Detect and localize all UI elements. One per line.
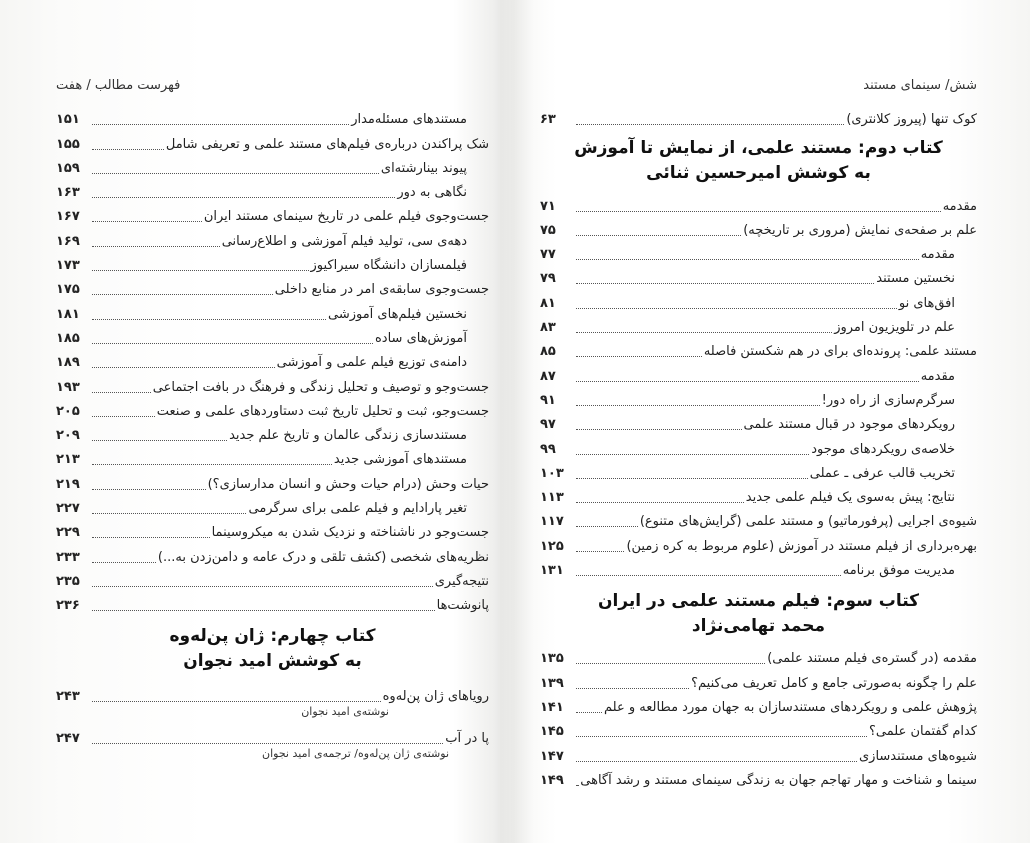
toc-entry[interactable] [56,104,489,128]
toc-entry-title: مقدمه [920,368,955,384]
running-header [56,78,489,93]
toc-entry-title: خلاصه‌ی رویکردهای موجود [811,441,955,457]
toc-entry[interactable] [56,298,489,322]
toc-entry-title: تغیر پارادایم و فیلم علمی برای سرگرمی [248,501,467,517]
leader-dots [92,342,373,344]
toc-entry-page: ۱۴۵ [540,724,564,740]
toc-entry-page: ۷۱ [540,198,556,214]
toc-entry[interactable] [540,190,977,214]
toc-entry[interactable] [56,371,489,395]
toc-entry-page: ۸۱ [540,295,556,311]
toc-entry-page: ۱۰۳ [540,465,564,481]
toc-entry[interactable] [540,433,977,457]
toc-entry-page: ۱۱۷ [540,514,564,530]
toc-entry[interactable] [540,667,977,691]
toc-entry-page: ۱۳۵ [540,651,564,667]
leader-dots [576,331,832,333]
leader-dots [92,439,227,441]
toc-entry-page: ۹۱ [540,392,556,408]
toc-entry-title: مستندهای مسئله‌مدار [351,112,467,128]
toc-entry-page: ۸۵ [540,344,556,360]
toc-entry[interactable] [540,360,977,384]
leader-dots [576,784,578,786]
toc-entry-page: ۲۰۹ [56,428,80,444]
toc-entry-page: ۱۶۹ [56,233,80,249]
toc-entry-title: رویکردهای موجود در قبال مستند علمی [743,417,955,433]
toc-entry[interactable] [540,409,977,433]
toc-entry-title: نخستین فیلم‌های آموزشی [328,306,467,322]
toc-entry-page: ۸۷ [540,368,556,384]
entry-byline: نوشته‌ی ژان پن‌له‌وه/ ترجمه‌ی امید نجوان [262,746,449,760]
toc-entry-page: ۱۴۱ [540,699,564,715]
toc-entry-title: نخستین مستند [876,271,955,287]
toc-entry[interactable] [56,323,489,347]
toc-entry[interactable] [56,274,489,298]
toc-entry-title: علم بر صفحه‌ی نمایش (مروری بر تاریخچه) [743,222,977,238]
leader-dots [576,380,919,382]
toc-entry-page: ۱۳۹ [540,675,564,691]
left-header-text: فهرست مطالب / هفت [56,78,181,93]
leader-dots [92,391,151,393]
toc-entry-page: ۱۴۹ [540,772,564,788]
toc-entry-title: شک پراکندن درباره‌ی فیلم‌های مستند علمی و تعریفی شامل [165,136,489,152]
toc-entry-page: ۲۴۷ [56,730,80,746]
right-header-text: شش/ سینمای مستند [863,78,977,93]
leader-dots [576,282,874,284]
book3-author: محمد تهامی‌نژاد [691,616,826,637]
toc-entry[interactable] [540,458,977,482]
toc-entry-title: مدیریت موفق برنامه [842,563,955,579]
leader-dots [576,550,624,552]
toc-entry-page: ۲۳۶ [56,598,80,614]
toc-entry[interactable] [56,468,489,492]
book4-editor: به کوشش امید نجوان [183,651,362,672]
right-toc [540,104,977,789]
toc-entry-title: علم در تلویزیون امروز [834,320,955,336]
toc-entry-title: کدام گفتمان علمی؟ [869,724,977,740]
toc-entry-title: پژوهش علمی و رویکردهای مستندسازان به جهان مورد مطالعه و علم [604,699,977,715]
toc-entry-title: بهره‌برداری از فیلم مستند در آموزش (علوم مربوط به کره زمین) [626,538,977,554]
toc-entry[interactable] [540,482,977,506]
toc-entry[interactable] [56,177,489,201]
leader-dots [92,196,395,198]
leader-dots [92,415,155,417]
toc-entry-page: ۲۳۵ [56,573,80,589]
toc-entry[interactable] [540,385,977,409]
left-toc [56,104,489,761]
leader-dots [576,711,602,713]
leader-dots [576,501,744,503]
toc-entry-page: ۱۸۵ [56,330,80,346]
leader-dots [576,210,941,212]
leader-dots [576,662,765,664]
toc-entry-page: ۱۲۵ [540,538,564,554]
toc-entry-title: جست‌وجو و توصیف و تحلیل زندگی و فرهنگ در بافت اجتماعی [152,379,489,395]
toc-entry-page: ۲۲۹ [56,525,80,541]
toc-entry-page: ۲۲۷ [56,501,80,517]
toc-entry-title: پانوشت‌ها [436,598,489,614]
leader-dots [92,123,349,125]
book4-title: کتاب چهارم: ژان پن‌له‌وه [169,626,376,647]
toc-entry[interactable] [56,420,489,444]
toc-entry[interactable] [540,643,977,667]
leader-dots [92,172,379,174]
toc-entry-title: فیلمسازان دانشگاه سیراکیوز [310,258,467,274]
toc-entry[interactable] [540,215,977,239]
leader-dots [92,585,433,587]
leader-dots [92,245,220,247]
toc-entry[interactable] [56,723,489,747]
right-page [540,0,977,843]
toc-entry-title: شیوه‌ی اجرایی (پرفورماتیو) و مستند علمی (گرایش‌های متنوع) [639,514,977,530]
toc-entry-page: ۶۳ [540,112,556,128]
leader-dots [576,453,809,455]
leader-dots [92,700,381,702]
toc-entry-title: شیوه‌های مستندسازی [858,748,977,764]
toc-entry-page: ۱۷۳ [56,258,80,274]
toc-entry[interactable] [56,444,489,468]
toc-entry-title: جست‌وجو در ناشناخته و نزدیک شدن به میکروسینما [211,525,489,541]
toc-entry-title: جست‌وجوی سابقه‌ی امر در منابع داخلی [274,282,489,298]
toc-entry[interactable] [540,336,977,360]
leader-dots [92,561,156,563]
toc-entry-title: مقدمه [920,247,955,263]
book2-toc-entries [540,190,977,579]
leader-dots [92,512,246,514]
toc-entry-page: ۸۳ [540,320,556,336]
toc-entry-title: جست‌وجو، ثبت و تحلیل تاریخ ثبت دستاوردهای علمی و صنعت [156,403,489,419]
left-page [56,0,489,843]
leader-dots [576,258,919,260]
toc-entry-page: ۷۹ [540,271,556,287]
toc-entry-page: ۹۹ [540,441,556,457]
book3-toc-entries [540,643,977,789]
toc-entry-title: مقدمه [942,198,977,214]
toc-entry-title: مقدمه (در گستره‌ی فیلم مستند علمی) [767,651,977,667]
toc-entry-title: پیوند بینارشته‌ای [380,160,467,176]
toc-entry-title: کوک تنها (پیروز کلانتری) [846,112,977,128]
toc-entry[interactable] [56,153,489,177]
toc-entry-page: ۱۴۷ [540,748,564,764]
toc-entry-title: نتیجه‌گیری [434,573,489,589]
toc-entry[interactable] [56,250,489,274]
toc-entry-page: ۲۳۳ [56,549,80,565]
toc-entry[interactable] [56,347,489,371]
toc-entry-title: نگاهی به دور [397,185,467,201]
toc-entry-title: دهه‌ی سی، تولید فیلم آموزشی و اطلاع‌رسانی [221,233,467,249]
toc-entry-page: ۷۷ [540,247,556,263]
leader-dots [576,428,742,430]
toc-entry-page: ۱۸۹ [56,355,80,371]
toc-entry-title: مستندسازی زندگی عالمان و تاریخ علم جدید [229,428,467,444]
leader-dots [576,404,820,406]
toc-entry-page: ۲۱۹ [56,476,80,492]
leader-dots [576,760,857,762]
toc-entry-title: پا در آب [445,730,489,746]
toc-entry-page: ۲۱۳ [56,452,80,468]
toc-entry[interactable] [540,263,977,287]
toc-entry[interactable] [56,680,489,704]
toc-entry[interactable] [56,396,489,420]
left-toc-entries [56,104,489,614]
toc-entry-title: مستند علمی: پرونده‌ای برای در هم شکستن فاصله [703,344,977,360]
toc-entry[interactable] [56,201,489,225]
toc-entry[interactable] [56,225,489,249]
leader-dots [92,366,275,368]
toc-entry-title: علم را چگونه به‌صورتی جامع و کامل تعریف می‌کنیم؟ [691,675,977,691]
toc-entry-page: ۷۵ [540,222,556,238]
toc-entry[interactable] [540,312,977,336]
leader-dots [576,307,897,309]
leader-dots [92,488,206,490]
toc-entry-title: نظریه‌های شخصی (کشف تلقی و درک عامه و دامن‌زدن به...) [157,549,489,565]
toc-entry-page: ۱۳۱ [540,563,564,579]
toc-entry-page: ۱۸۱ [56,306,80,322]
toc-entry[interactable] [56,566,489,590]
entry-byline: نوشته‌ی امید نجوان [301,704,389,718]
leader-dots [92,148,164,150]
toc-entry-page: ۱۶۳ [56,185,80,201]
toc-entry-title: رویاهای ژان پن‌له‌وه [382,688,489,704]
toc-entry[interactable] [540,530,977,554]
toc-entry[interactable] [56,493,489,517]
toc-entry-title: حیات وحش (درام حیات وحش و انسان مدارسازی؟) [207,476,489,492]
toc-entry-page: ۱۵۹ [56,160,80,176]
toc-entry-title: نتایج: پیش به‌سوی یک فیلم علمی جدید [745,490,955,506]
toc-entry-page: ۱۱۳ [540,490,564,506]
book2-heading [540,136,977,186]
toc-entry-page: ۱۶۷ [56,209,80,225]
toc-entry[interactable] [540,765,977,789]
leader-dots [576,123,844,125]
leader-dots [92,318,326,320]
book3-heading [540,589,977,639]
toc-entry-page: ۱۵۱ [56,112,80,128]
leader-dots [92,269,309,271]
leader-dots [576,687,689,689]
leader-dots [576,234,741,236]
toc-entry-page: ۹۷ [540,417,556,433]
toc-entry[interactable] [56,128,489,152]
book2-title: کتاب دوم: مستند علمی، از نمایش تا آموزش [574,138,943,159]
running-header [540,78,977,93]
toc-entry[interactable] [56,517,489,541]
leader-dots [576,735,867,737]
page-gutter [494,0,534,843]
leader-dots [92,609,435,611]
book3-title: کتاب سوم: فیلم مستند علمی در ایران [597,591,920,612]
leader-dots [92,742,443,744]
book2-editor: به کوشش امیرحسین ثنائی [646,163,871,184]
toc-entry-title: دامنه‌ی توزیع فیلم علمی و آموزشی [276,355,467,371]
toc-entry[interactable] [56,590,489,614]
toc-entry[interactable] [540,716,977,740]
toc-entry-page: ۱۵۵ [56,136,80,152]
leader-dots [576,355,702,357]
toc-entry-title: آموزش‌های ساده [374,330,467,346]
toc-entry-page: ۱۷۵ [56,282,80,298]
toc-entry[interactable] [540,740,977,764]
toc-entry[interactable] [540,239,977,263]
toc-entry-title: تخریب قالب عرفی ـ عملی [809,465,955,481]
toc-entry-title: جست‌وجوی فیلم علمی در تاریخ سینمای مستند ایران [203,209,489,225]
toc-entry-title: سرگرم‌سازی از راه دور! [821,392,955,408]
leader-dots [92,463,332,465]
toc-entry[interactable] [540,692,977,716]
leader-dots [92,220,202,222]
toc-entry-page: ۱۹۳ [56,379,80,395]
toc-entry[interactable] [540,506,977,530]
leader-dots [92,536,210,538]
leader-dots [576,525,638,527]
toc-entry-title: سینما و شناخت و مهار تهاجم جهان به زندگی سینمای مستند و رشد آگاهی [580,772,977,788]
book4-heading [56,624,489,674]
toc-entry[interactable] [540,287,977,311]
toc-entry[interactable] [56,541,489,565]
toc-entry[interactable] [540,104,977,128]
toc-entry[interactable] [540,555,977,579]
leader-dots [576,477,808,479]
toc-entry-page: ۲۴۳ [56,688,80,704]
toc-entry-page: ۲۰۵ [56,403,80,419]
leader-dots [92,293,273,295]
toc-entry-title: مستندهای آموزشی جدید [333,452,467,468]
toc-entry-title: افق‌های نو [898,295,955,311]
leader-dots [576,574,841,576]
